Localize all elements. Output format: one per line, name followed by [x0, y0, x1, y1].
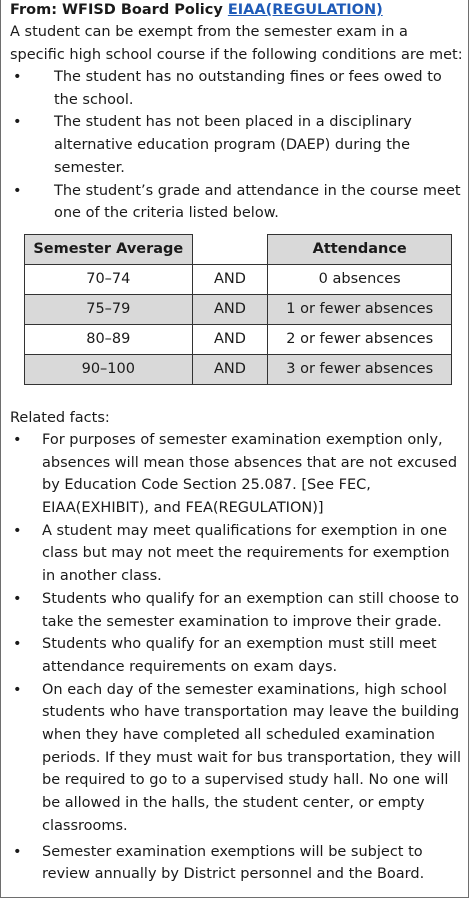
cell-average: 80–89	[25, 324, 193, 354]
cell-average: 75–79	[25, 294, 193, 324]
header-semester-average: Semester Average	[25, 234, 193, 264]
title-prefix: From: WFISD Board Policy	[10, 2, 228, 18]
list-item	[10, 180, 465, 225]
list-item	[10, 520, 465, 588]
intro-paragraph: A student can be exempt from the semester exam in a specific high school course if the following conditions are met:	[10, 24, 463, 63]
condition-text: The student has not been placed in a disciplinary alternative education program (DAEP) during the semester.	[54, 114, 412, 176]
fact-text: For purposes of semester examination exemption only, absences will mean those absences that are not excused by Education Code Section 25.087. [See FEC, EIAA(EXHIBIT), and FEA(REGULATION)]	[42, 431, 458, 517]
table-row	[25, 264, 452, 294]
page-title	[10, 0, 465, 21]
cell-and: AND	[192, 354, 268, 384]
list-item	[10, 111, 465, 179]
related-facts-list	[10, 429, 465, 886]
condition-text: The student has no outstanding fines or fees owed to the school.	[54, 69, 442, 108]
bullet-icon: •	[13, 590, 22, 607]
conditions-list	[10, 66, 465, 225]
list-item	[10, 679, 465, 838]
cell-average: 90–100	[25, 354, 193, 384]
list-item	[10, 633, 465, 678]
policy-link[interactable]: EIAA(REGULATION)	[227, 2, 383, 18]
related-heading: Related facts:	[10, 409, 110, 426]
cell-attendance: 3 or fewer absences	[268, 354, 452, 384]
table-row	[25, 324, 452, 354]
cell-attendance: 0 absences	[268, 264, 452, 294]
table-row	[25, 294, 452, 324]
document-content	[10, 0, 465, 886]
cell-and: AND	[192, 264, 268, 294]
list-item	[10, 841, 465, 886]
bullet-icon: •	[13, 843, 22, 860]
criteria-table	[24, 234, 452, 385]
header-blank	[192, 234, 268, 264]
condition-text: The student’s grade and attendance in the course meet one of the criteria listed below.	[54, 182, 461, 222]
bullet-icon: •	[13, 114, 22, 131]
bullet-icon: •	[13, 69, 22, 85]
bullet-icon: •	[13, 431, 22, 448]
cell-average: 70–74	[25, 264, 193, 294]
fact-text: A student may meet qualifications for exemption in one class but may not meet the requirements for exemption in another class.	[42, 522, 450, 585]
bullet-icon: •	[13, 681, 22, 698]
table-header-row	[25, 234, 452, 264]
fact-text: On each day of the semester examinations, high school students who have transportation may leave the building when they have completed all scheduled examination periods. If they must wait for bus transportation, they will be required to go to a supervised study hall. No one will be allowed in the halls, the student center, or empty classrooms.	[42, 681, 462, 834]
list-item	[10, 66, 465, 111]
list-item	[10, 588, 465, 633]
fact-text: Students who qualify for an exemption must still meet attendance requirements on exam days.	[42, 636, 437, 675]
cell-and: AND	[192, 294, 268, 324]
table-row	[25, 354, 452, 384]
list-item	[10, 429, 465, 520]
header-attendance: Attendance	[268, 234, 452, 264]
fact-text: Students who qualify for an exemption can still choose to take the semester examination to improve their grade.	[42, 590, 459, 630]
bullet-icon: •	[13, 522, 22, 539]
cell-and: AND	[192, 324, 268, 354]
cell-attendance: 1 or fewer absences	[268, 294, 452, 324]
cell-attendance: 2 or fewer absences	[268, 324, 452, 354]
fact-text: Semester examination exemptions will be subject to review annually by District personnel and the Board.	[42, 843, 425, 883]
bullet-icon: •	[13, 636, 22, 653]
bullet-icon: •	[13, 182, 22, 199]
